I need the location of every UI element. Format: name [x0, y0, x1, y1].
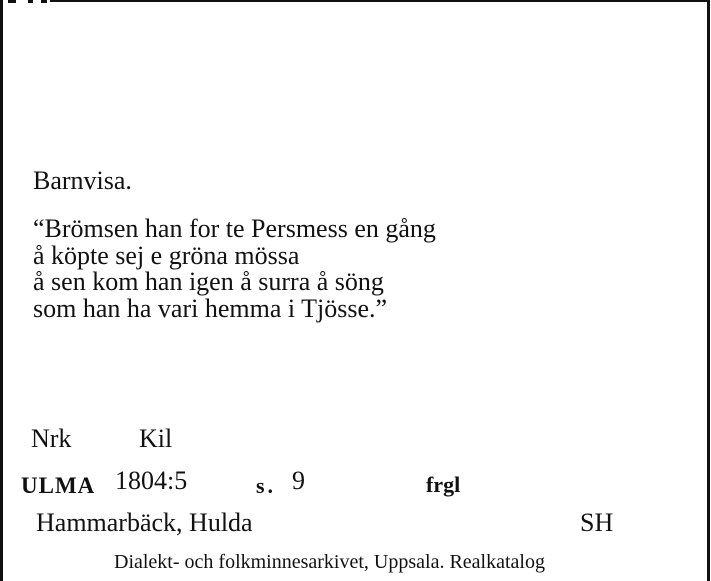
- punch-mark: [8, 0, 16, 3]
- informant-name: Hammarbäck, Hulda: [36, 508, 253, 537]
- card-border-right: [707, 0, 710, 581]
- recorder-initials: SH: [580, 508, 614, 537]
- verse-text: [33, 216, 436, 322]
- page-label: s.: [256, 473, 277, 498]
- archive-code: ULMA: [21, 473, 96, 498]
- punch-mark: [28, 0, 33, 3]
- verse-line: å köpte sej e gröna mössa: [33, 240, 300, 270]
- parish-label: Kil: [139, 424, 173, 453]
- card-border-top: [50, 0, 710, 2]
- card-heading: Barnvisa.: [33, 166, 132, 195]
- card-footer: Dialekt- och folkminnesarkivet, Uppsala. Realkatalog: [114, 551, 545, 573]
- archive-number: 1804:5: [115, 466, 188, 495]
- region-label: Nrk: [31, 424, 72, 453]
- verse-line: som han ha vari hemma i Tjösse.”: [33, 293, 388, 323]
- punch-mark: [41, 0, 47, 3]
- verse-line: å sen kom han igen å surra å söng: [33, 267, 384, 296]
- category-code: frgl: [426, 472, 461, 497]
- card-border-left: [0, 0, 3, 581]
- verse-line: “Brömsen han for te Persmess en gång: [33, 214, 436, 243]
- page-number: 9: [292, 466, 305, 495]
